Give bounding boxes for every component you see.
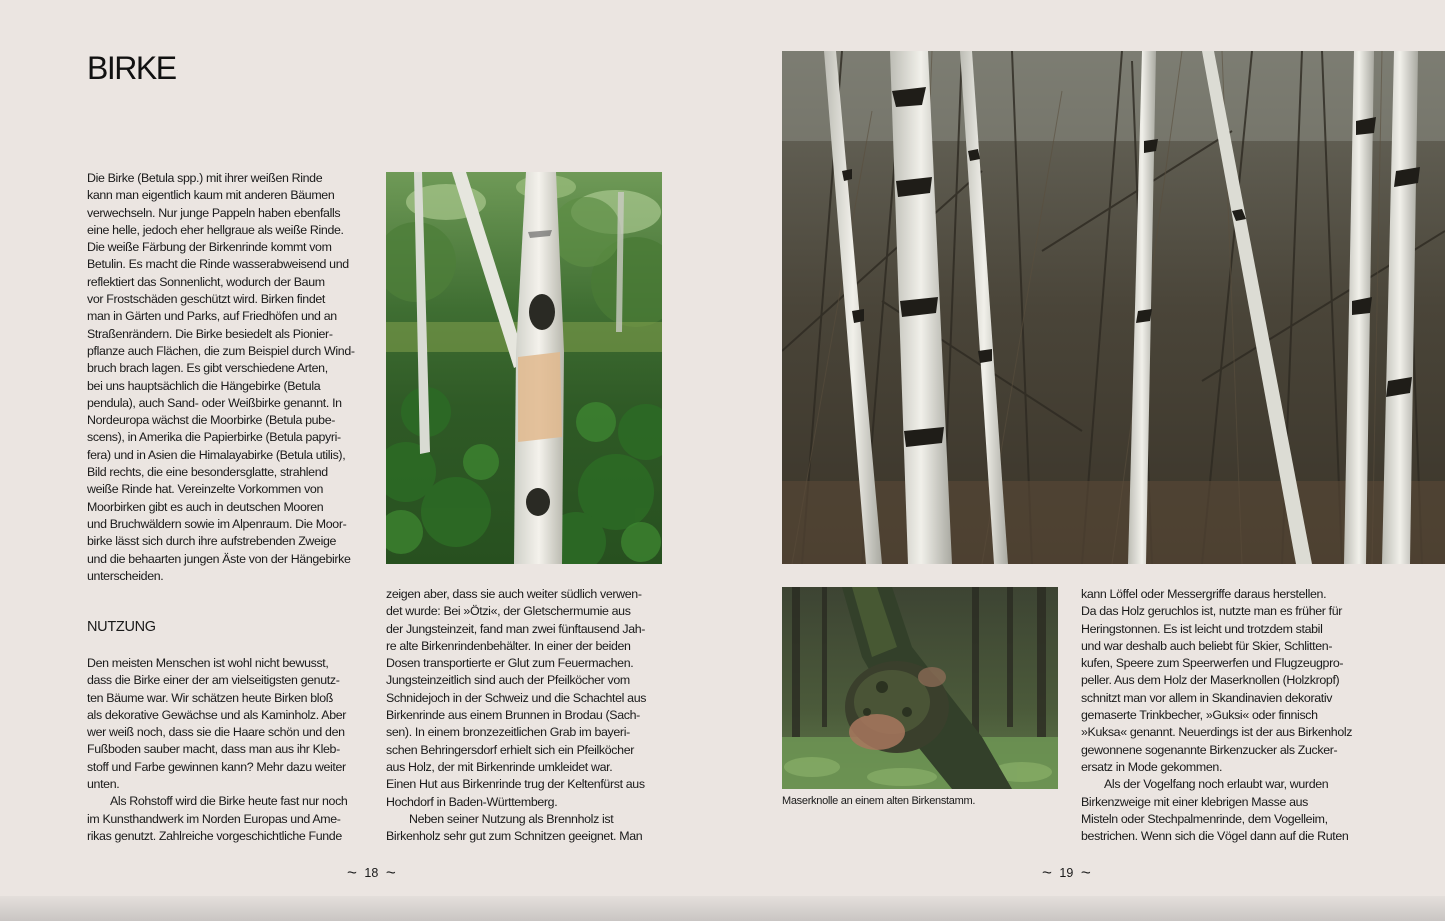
folio-ornament: ~ bbox=[1080, 863, 1091, 882]
left-column-two bbox=[386, 586, 666, 845]
photo-caption: Maserknolle an einem alten Birkenstamm. bbox=[782, 795, 976, 807]
page-number-18: 18 bbox=[364, 866, 379, 880]
section-heading-nutzung: NUTZUNG bbox=[87, 619, 156, 635]
intro-paragraph: Die Birke (Betula spp.) mit ihrer weißen Rinde kann man eigentlich kaum mit anderen Bäumen verwechseln. Nur junge Pappeln haben ebenfalls eine helle, jedoch eher hellgraue als weiße Rinde. Die weiße Färbung der Birkenrinde kommt vom Betulin. Es macht die Rinde wasserabweisend und reflektiert das Sonnenlicht, wodurch der Baum vor Frostschäden geschützt wird. Birken findet man in Gärten und Parks, auf Friedhöfen und an Straßenrändern. Die Birke besiedelt als Pionier- pflanze auch Flächen, die zum Beispiel durch Wind- bruch brach lagen. Es gibt verschiedene Arten, bei uns hauptsächlich die Hängebirke (Betula pendula), auch Sand- oder Weißbirke genannt. In Nordeuropa wächst die Moorbirke (Betula pube- scens), in Amerika die Papierbirke (Betula papyri- fera) und in Asien die Himalayabirke (Betula utilis), Bild rechts, die eine besondersglatte, strahlend weiße Rinde hat. Vereinzelte Vorkommen von Moorbirken gibt es auch in deutschen Mooren und Bruchwäldern sowie im Alpenraum. Die Moor- birke lässt sich durch ihre aufstrebenden Zweige und die behaarten jungen Äste von der Hängebirke unterscheiden. bbox=[87, 171, 355, 583]
nutzung-paragraph-2: Als Rohstoff wird die Birke heute fast nur noch im Kunsthandwerk im Norden Europas und Ame- rikas genutzt. Zahlreiche vorgeschichtliche Funde bbox=[87, 794, 348, 843]
birch-forest-photo bbox=[782, 51, 1445, 564]
viewer-bottom-edge bbox=[0, 896, 1445, 921]
left-column-intro bbox=[87, 170, 367, 585]
page-number-left bbox=[347, 862, 396, 882]
column-two-paragraph-1: zeigen aber, dass sie auch weiter südlich verwen- det wurde: Bei »Ötzi«, der Gletschermumie aus der Jungsteinzeit, fand man zwei fünftausend Jah- re alte Birkenrindenbehälter. In einer der beiden Dosen transportierte er Glut zum Feuermachen. Jungsteinzeitlich sind auch der Pfeilköcher vom Schnidejoch in der Schweiz und die Schachtel aus Birkenrinde aus einem Brunnen in Brodau (Sach- sen). In einem bronzezeitlichen Grab im bayeri- schen Behringersdorf erhielt sich ein Pfeilköcher aus Holz, der mit Birkenrinde umkleidet war. Einen Hut aus Birkenrinde trug der Keltenfürst aus Hochdorf in Baden-Württemberg. bbox=[386, 587, 647, 809]
column-two-paragraph-2: Neben seiner Nutzung als Brennholz ist Birkenholz sehr gut zum Schnitzen geeignet. Man bbox=[386, 811, 643, 844]
page-number-19: 19 bbox=[1059, 866, 1074, 880]
page-number-right bbox=[1042, 862, 1091, 882]
folio-ornament: ~ bbox=[1042, 863, 1052, 882]
folio-ornament: ~ bbox=[385, 863, 396, 882]
right-column-paragraph-1: kann Löffel oder Messergriffe daraus herstellen. Da das Holz geruchlos ist, nutzte man es früher für Heringstonnen. Es ist leicht und trotzdem stabil und war deshalb auch beliebt für Skier, Schlitten- kufen, Speere zum Speerwerfen und Flugzeugpro- peller. Aus dem Holz der Maserknollen (Holzkropf) schnitzt man vor allem in Skandinavien dekorativ gemaserte Trinkbecher, »Guksi« oder finnisch »Kuksa« genannt. Neuerdings ist der aus Birkenholz gewonnene sogenannte Birkenzucker als Zucker- ersatz in Mode gekommen. bbox=[1081, 587, 1353, 774]
left-column-nutzung bbox=[87, 655, 367, 845]
burl-photo bbox=[782, 587, 1058, 789]
nutzung-paragraph-1: Den meisten Menschen ist wohl nicht bewusst, dass die Birke einer der am vielseitigsten genutz- ten Bäume war. Wir schätzen heute Birken bloß als dekorative Gewächse und als Kaminholz. Aber wer weiß noch, dass sie die Haare schön und den Fußboden sauber macht, dass man aus ihr Kleb- stoff und Farbe gewinnen kann? Mehr dazu weiter unten. bbox=[87, 656, 347, 792]
folio-ornament: ~ bbox=[347, 863, 357, 882]
page-title: BIRKE bbox=[87, 50, 176, 86]
right-column-paragraph-2: Als der Vogelfang noch erlaubt war, wurden Birkenzweige mit einer klebrigen Masse aus Misteln oder Stechpalmenrinde, dem Vogelleim, bestrichen. Wenn sich die Vögel dann auf die Ruten bbox=[1081, 777, 1349, 844]
right-column bbox=[1081, 586, 1366, 845]
birch-garden-photo bbox=[386, 172, 662, 564]
